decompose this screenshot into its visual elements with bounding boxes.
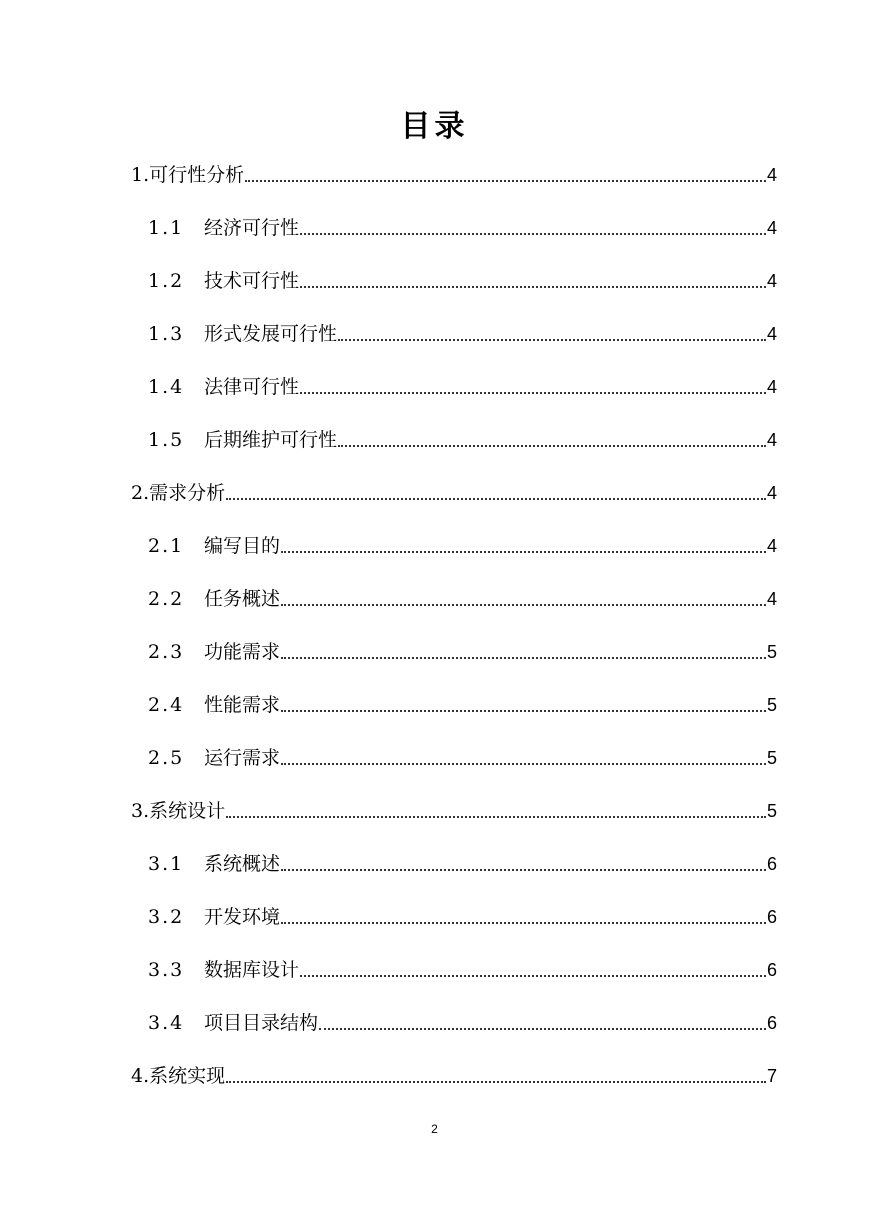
toc-entry-page: 5	[766, 748, 777, 768]
toc-entry-page: 6	[766, 1013, 777, 1033]
toc-entry-page: 5	[766, 642, 777, 662]
toc-entry-page: 4	[766, 589, 777, 609]
toc-entry[interactable]	[148, 953, 777, 983]
toc-entry[interactable]	[131, 476, 777, 506]
toc-dot-leader	[226, 813, 766, 818]
toc-dot-leader	[319, 1025, 766, 1030]
toc-dot-leader	[300, 283, 766, 288]
toc-dot-leader	[300, 972, 766, 977]
toc-entry-number: 3.4	[148, 1012, 185, 1034]
toc-entry-title: 技术可行性	[204, 270, 300, 292]
toc-title: 目录	[400, 109, 469, 144]
toc-entry[interactable]	[148, 582, 777, 612]
toc-dot-leader	[281, 866, 766, 871]
toc-entry-number: 2.3	[148, 641, 185, 663]
toc-entry[interactable]	[148, 847, 777, 877]
toc-entry[interactable]	[148, 370, 777, 400]
toc-dot-leader	[300, 230, 766, 235]
toc-entry-page: 4	[766, 271, 777, 291]
toc-entry-number: 1.3	[148, 323, 185, 345]
toc-entry-number: 3.	[131, 800, 150, 822]
toc-entry-number: 2.4	[148, 694, 185, 716]
toc-entry-title: 可行性分析	[149, 164, 245, 186]
toc-entry-number: 3.3	[148, 959, 185, 981]
toc-dot-leader	[226, 1078, 766, 1083]
toc-entry[interactable]	[148, 900, 777, 930]
toc-dot-leader	[281, 654, 766, 659]
toc-entry[interactable]	[148, 1006, 777, 1036]
toc-entry-title: 后期维护可行性	[204, 429, 338, 451]
toc-entry[interactable]	[148, 635, 777, 665]
toc-entry[interactable]	[148, 211, 777, 241]
toc-entry[interactable]	[131, 1059, 777, 1089]
toc-entry-number: 2.	[131, 482, 150, 504]
toc-entry-title: 编写目的	[204, 535, 281, 557]
toc-dot-leader	[300, 389, 766, 394]
toc-entry[interactable]	[148, 317, 777, 347]
toc-entry-page: 4	[766, 377, 777, 397]
toc-entry-page: 6	[766, 907, 777, 927]
toc-dot-leader	[281, 548, 766, 553]
toc-entry-page: 4	[766, 536, 777, 556]
toc-entry-title: 系统概述	[204, 853, 281, 875]
toc-entry[interactable]	[148, 741, 777, 771]
toc-entry-page: 4	[766, 218, 777, 238]
toc-entry-title: 运行需求	[204, 747, 281, 769]
toc-entry-page: 4	[766, 483, 777, 503]
toc-entry-title: 性能需求	[204, 694, 281, 716]
toc-entry-title: 需求分析	[149, 482, 226, 504]
toc-dot-leader	[226, 495, 766, 500]
toc-entry[interactable]	[148, 264, 777, 294]
toc-entry-page: 7	[766, 1066, 777, 1086]
toc-entry-number: 2.2	[148, 588, 185, 610]
toc-entry-title: 系统实现	[149, 1065, 226, 1087]
toc-entry-number: 1.5	[148, 429, 185, 451]
toc-dot-leader	[281, 707, 766, 712]
toc-entry-number: 2.5	[148, 747, 185, 769]
toc-dot-leader	[245, 177, 766, 182]
toc-entry[interactable]	[131, 158, 777, 188]
toc-entry-title: 系统设计	[149, 800, 226, 822]
toc-entry-title: 数据库设计	[204, 959, 300, 981]
toc-entry[interactable]	[131, 794, 777, 824]
page-number: 2	[431, 1122, 438, 1136]
toc-dot-leader	[281, 919, 766, 924]
toc-entry-page: 5	[766, 801, 777, 821]
toc-entry-page: 4	[766, 165, 777, 185]
toc-entry-number: 1.2	[148, 270, 185, 292]
toc-entry-number: 3.2	[148, 906, 185, 928]
toc-entry-number: 1.	[131, 164, 150, 186]
toc-entry-title: 法律可行性	[204, 376, 300, 398]
toc-entry-title: 经济可行性	[204, 217, 300, 239]
toc-dot-leader	[281, 760, 766, 765]
toc-dot-leader	[281, 601, 766, 606]
toc-dot-leader	[338, 442, 766, 447]
toc-entry[interactable]	[148, 423, 777, 453]
toc-entry-title: 开发环境	[204, 906, 281, 928]
toc-dot-leader	[338, 336, 766, 341]
toc-entry-page: 6	[766, 854, 777, 874]
toc-entry[interactable]	[148, 688, 777, 718]
toc-entry-number: 1.4	[148, 376, 185, 398]
toc-entry-page: 4	[766, 430, 777, 450]
toc-entry[interactable]	[148, 529, 777, 559]
toc-entry-page: 6	[766, 960, 777, 980]
toc-entry-title: 形式发展可行性	[204, 323, 338, 345]
toc-entry-page: 4	[766, 324, 777, 344]
toc-entry-number: 2.1	[148, 535, 185, 557]
toc-entry-number: 4.	[131, 1065, 150, 1087]
toc-entry-title: 功能需求	[204, 641, 281, 663]
toc-entry-title: 任务概述	[204, 588, 281, 610]
toc-entry-number: 1.1	[148, 217, 185, 239]
toc-entry-number: 3.1	[148, 853, 185, 875]
toc-entry-page: 5	[766, 695, 777, 715]
toc-entry-title: 项目目录结构	[204, 1012, 319, 1034]
